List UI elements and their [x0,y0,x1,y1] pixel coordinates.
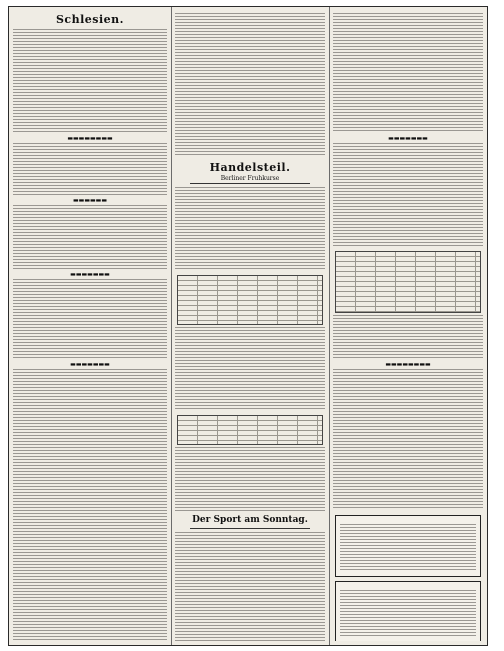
market-report-body [175,327,325,411]
subheading: ▬▬▬▬▬▬ [72,197,107,204]
divider [190,183,310,184]
market-table [177,415,323,445]
market-report-body [175,447,325,511]
article-body [333,315,483,359]
article-body [175,13,325,157]
section-title-schlesien: Schlesien. [55,13,124,26]
article-body [13,29,167,133]
column-1 [13,11,167,641]
weather-table [335,251,481,313]
section-title-handelsteil: Handelsteil. [209,161,291,174]
advertisement [335,581,481,641]
divider [190,528,310,529]
subheading: ▬▬▬▬▬▬▬▬ [67,135,113,142]
subheading: ▬▬▬▬▬▬▬ [70,361,110,368]
notices-list [333,369,483,509]
column-3 [333,11,483,641]
advertisement [335,515,481,577]
article-body [333,143,483,247]
market-table [177,275,323,325]
newspaper-page [8,6,488,646]
subheading: ▬▬▬▬▬▬▬ [70,271,110,278]
section-title-sport: Der Sport am Sonntag. [192,515,308,525]
article-body [175,532,325,641]
subheading: ▬▬▬▬▬▬▬ [388,135,428,142]
article-body [13,279,167,359]
article-body [13,205,167,269]
market-report-body [175,187,325,271]
article-body [333,13,483,133]
column-2 [175,11,325,641]
section-subtitle: Berliner Fruhkurse [220,175,280,182]
article-body [13,369,167,641]
advertisement-body [340,524,476,570]
article-body [13,143,167,195]
advertisement-body [340,590,476,636]
subheading: ▬▬▬▬▬▬▬▬ [385,361,431,368]
